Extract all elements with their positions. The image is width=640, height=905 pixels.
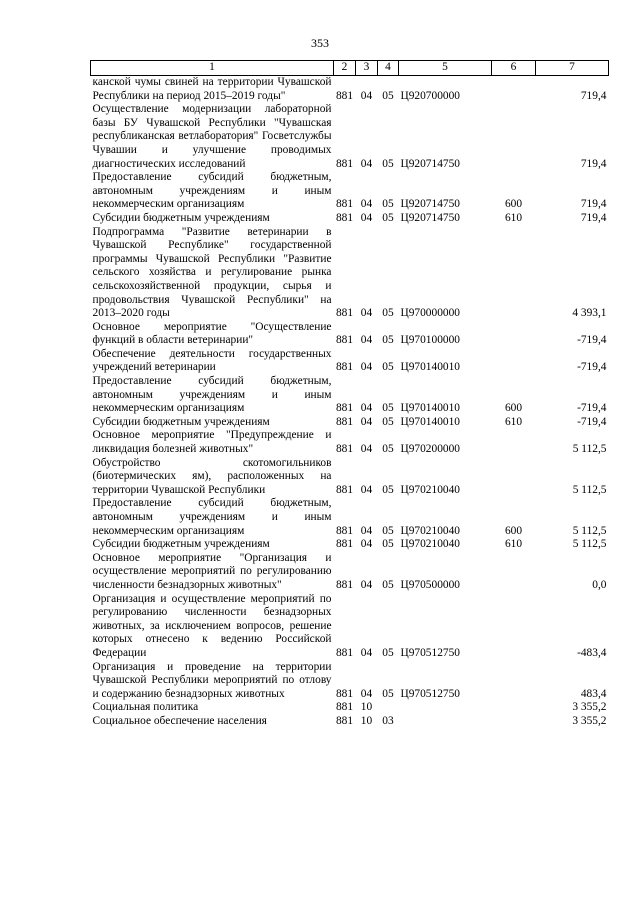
row-section-code: 04 [360, 361, 373, 374]
row-description: канской чумы свиней на территории Чувашской Республики на период 2015–2019 годы" [92, 76, 332, 102]
row-section-code: 04 [360, 578, 373, 591]
row-expense-type-code [492, 715, 536, 729]
row-amount: -719,4 [577, 361, 607, 374]
row-section-code: 04 [360, 646, 373, 659]
row-ministry-code: 881 [335, 714, 354, 727]
row-description: Подпрограмма "Развитие ветеринарии в Чувашской Республике" государственной программы Чувашской Республики "Развитие сельского хозяйства и регулирование рынка сельскохозяйственной продукции, сырья и продовольствия Чувашской Республики" на 2013–2020 годы [92, 225, 332, 320]
page-number: 353 [311, 36, 329, 50]
row-amount: 5 112,5 [572, 524, 607, 537]
table-row [91, 375, 609, 416]
row-expense-type-code: 600 [504, 402, 523, 415]
row-description: Субсидии бюджетным учреждениям [92, 211, 270, 224]
row-subsection-code: 05 [382, 211, 394, 224]
row-section-code: 10 [360, 701, 373, 714]
row-ministry-code: 881 [335, 687, 354, 700]
row-amount: 5 112,5 [572, 443, 607, 456]
row-section-code: 04 [360, 524, 373, 537]
row-description: Осуществление модернизации лабораторной базы БУ Чувашской Республики "Чувашская республиканская ветлаборатория" Госветслужбы Чувашии и улучшение проводимых диагностических исследований [92, 103, 332, 170]
table-row [91, 212, 609, 226]
table-row [91, 552, 609, 593]
row-subsection-code: 05 [382, 443, 394, 456]
row-target-article-code: Ц970140010 [400, 402, 460, 415]
header-col-1: 1 [91, 61, 334, 76]
budget-table [90, 60, 609, 729]
row-section-code: 04 [360, 687, 373, 700]
row-amount: 719,4 [580, 89, 607, 102]
table-row [91, 171, 609, 212]
row-expense-type-code [492, 103, 536, 171]
row-target-article-code: Ц970210040 [400, 524, 460, 537]
row-subsection-code: 05 [382, 578, 394, 591]
row-expense-type-code [492, 429, 536, 456]
row-section-code: 04 [360, 307, 373, 320]
row-description: Социальное обеспечение населения [92, 714, 267, 727]
row-description: Предоставление субсидий бюджетным, автономным учреждениям и иным некоммерческим организациям [92, 171, 332, 211]
row-target-article-code: Ц970000000 [400, 307, 460, 320]
row-subsection-code: 05 [382, 361, 394, 374]
row-target-article-code: Ц970140010 [400, 361, 460, 374]
table-row [91, 538, 609, 552]
row-target-article-code: Ц970100000 [400, 334, 460, 347]
row-section-code: 04 [360, 89, 373, 102]
row-expense-type-code [492, 457, 536, 498]
row-amount: 5 112,5 [572, 483, 607, 496]
row-section-code: 04 [360, 538, 373, 551]
row-description: Предоставление субсидий бюджетным, автономным учреждениям и иным некоммерческим организациям [92, 375, 332, 415]
row-amount: 3 355,2 [572, 714, 607, 727]
row-expense-type-code: 600 [504, 524, 523, 537]
row-expense-type-code [492, 348, 536, 375]
row-expense-type-code [492, 593, 536, 661]
row-target-article-code: Ц970210040 [400, 538, 460, 551]
header-col-2: 2 [334, 61, 356, 76]
row-target-article-code: Ц970140010 [400, 415, 460, 428]
row-target-article-code: Ц920714750 [400, 198, 460, 211]
row-section-code: 04 [360, 211, 373, 224]
header-col-3: 3 [356, 61, 378, 76]
row-ministry-code: 881 [335, 361, 354, 374]
row-amount: 719,4 [580, 198, 607, 211]
row-subsection-code: 05 [382, 538, 394, 551]
row-ministry-code: 881 [335, 89, 354, 102]
table-row [91, 457, 609, 498]
row-expense-type-code: 600 [504, 198, 523, 211]
row-description: Организация и осуществление мероприятий по регулированию численности безнадзорных животных, за исключением вопросов, решение которых отнесено к ведению Российской Федерации [92, 592, 332, 659]
row-target-article-code: Ц920700000 [400, 89, 460, 102]
row-expense-type-code [492, 552, 536, 593]
row-amount: 0,0 [592, 578, 607, 591]
row-ministry-code: 881 [335, 483, 354, 496]
table-row [91, 593, 609, 661]
table-row [91, 701, 609, 715]
row-expense-type-code [492, 321, 536, 348]
table-row [91, 226, 609, 321]
row-amount: 5 112,5 [572, 538, 607, 551]
row-description: Обеспечение деятельности государственных учреждений ветеринарии [92, 347, 332, 374]
row-subsection-code: 05 [382, 307, 394, 320]
table-header-row [91, 61, 609, 76]
row-subsection-code: 05 [382, 483, 394, 496]
row-description: Субсидии бюджетным учреждениям [92, 415, 270, 428]
row-target-article-code: Ц970512750 [400, 687, 460, 700]
row-description: Субсидии бюджетным учреждениям [92, 538, 270, 551]
table-row [91, 661, 609, 702]
row-expense-type-code [492, 226, 536, 321]
row-subsection-code: 05 [382, 687, 394, 700]
table-row [91, 76, 609, 104]
row-description: Предоставление субсидий бюджетным, автономным учреждениям и иным некоммерческим организациям [92, 497, 332, 537]
row-ministry-code: 881 [335, 334, 354, 347]
row-subsection-code: 05 [382, 415, 394, 428]
header-col-4: 4 [378, 61, 399, 76]
row-subsection-code: 05 [382, 157, 394, 170]
row-amount: -719,4 [577, 334, 607, 347]
row-expense-type-code [492, 661, 536, 702]
row-amount: 719,4 [580, 157, 607, 170]
row-target-article-code: Ц970210040 [400, 483, 460, 496]
row-section-code: 04 [360, 334, 373, 347]
row-ministry-code: 881 [335, 402, 354, 415]
table-row [91, 416, 609, 430]
row-section-code: 04 [360, 483, 373, 496]
row-target-article-code: Ц970500000 [400, 578, 460, 591]
row-subsection-code [378, 701, 399, 715]
row-amount: -719,4 [577, 415, 607, 428]
row-expense-type-code: 610 [504, 415, 523, 428]
row-target-article-code: Ц920714750 [400, 157, 460, 170]
row-expense-type-code [492, 701, 536, 715]
table-row [91, 348, 609, 375]
row-subsection-code: 05 [382, 646, 394, 659]
row-section-code: 04 [360, 402, 373, 415]
row-subsection-code: 05 [382, 524, 394, 537]
row-subsection-code: 03 [382, 714, 394, 727]
table-row [91, 497, 609, 538]
row-ministry-code: 881 [335, 701, 354, 714]
table-row [91, 103, 609, 171]
row-ministry-code: 881 [335, 415, 354, 428]
row-target-article-code [399, 701, 492, 715]
table-row [91, 715, 609, 729]
row-description: Основное мероприятие "Организация и осуществление мероприятий по регулированию численности безнадзорных животных" [92, 551, 332, 591]
row-subsection-code: 05 [382, 402, 394, 415]
row-description: Основное мероприятие "Осуществление функций в области ветеринарии" [92, 320, 332, 347]
table-row [91, 429, 609, 456]
row-ministry-code: 881 [335, 538, 354, 551]
table-body [91, 76, 609, 729]
row-ministry-code: 881 [335, 524, 354, 537]
row-amount: 719,4 [580, 211, 607, 224]
row-description: Обустройство скотомогильников (биотермических ям), расположенных на территории Чувашской Республики [92, 456, 332, 496]
row-section-code: 04 [360, 443, 373, 456]
row-ministry-code: 881 [335, 211, 354, 224]
row-amount: -719,4 [577, 402, 607, 415]
row-description: Организация и проведение на территории Чувашской Республики мероприятий по отлову и содержанию безнадзорных животных [92, 660, 332, 700]
row-ministry-code: 881 [335, 307, 354, 320]
row-subsection-code: 05 [382, 198, 394, 211]
row-target-article-code: Ц920714750 [400, 211, 460, 224]
row-section-code: 10 [360, 714, 373, 727]
header-col-5: 5 [399, 61, 492, 76]
row-ministry-code: 881 [335, 157, 354, 170]
row-amount: 483,4 [580, 687, 607, 700]
row-description: Основное мероприятие "Предупреждение и ликвидация болезней животных" [92, 429, 332, 456]
row-subsection-code: 05 [382, 334, 394, 347]
header-col-6: 6 [492, 61, 536, 76]
row-section-code: 04 [360, 157, 373, 170]
row-description: Социальная политика [92, 701, 199, 714]
row-expense-type-code: 610 [504, 538, 523, 551]
row-target-article-code: Ц970200000 [400, 443, 460, 456]
header-col-7: 7 [536, 61, 609, 76]
row-section-code: 04 [360, 415, 373, 428]
row-amount: 3 355,2 [572, 701, 607, 714]
row-target-article-code: Ц970512750 [400, 646, 460, 659]
row-ministry-code: 881 [335, 443, 354, 456]
row-target-article-code [399, 715, 492, 729]
row-subsection-code: 05 [382, 89, 394, 102]
row-expense-type-code: 610 [504, 211, 523, 224]
row-amount: 4 393,1 [572, 307, 607, 320]
row-ministry-code: 881 [335, 578, 354, 591]
table-row [91, 321, 609, 348]
row-ministry-code: 881 [335, 198, 354, 211]
row-amount: -483,4 [577, 646, 607, 659]
row-section-code: 04 [360, 198, 373, 211]
row-ministry-code: 881 [335, 646, 354, 659]
row-expense-type-code [492, 76, 536, 104]
